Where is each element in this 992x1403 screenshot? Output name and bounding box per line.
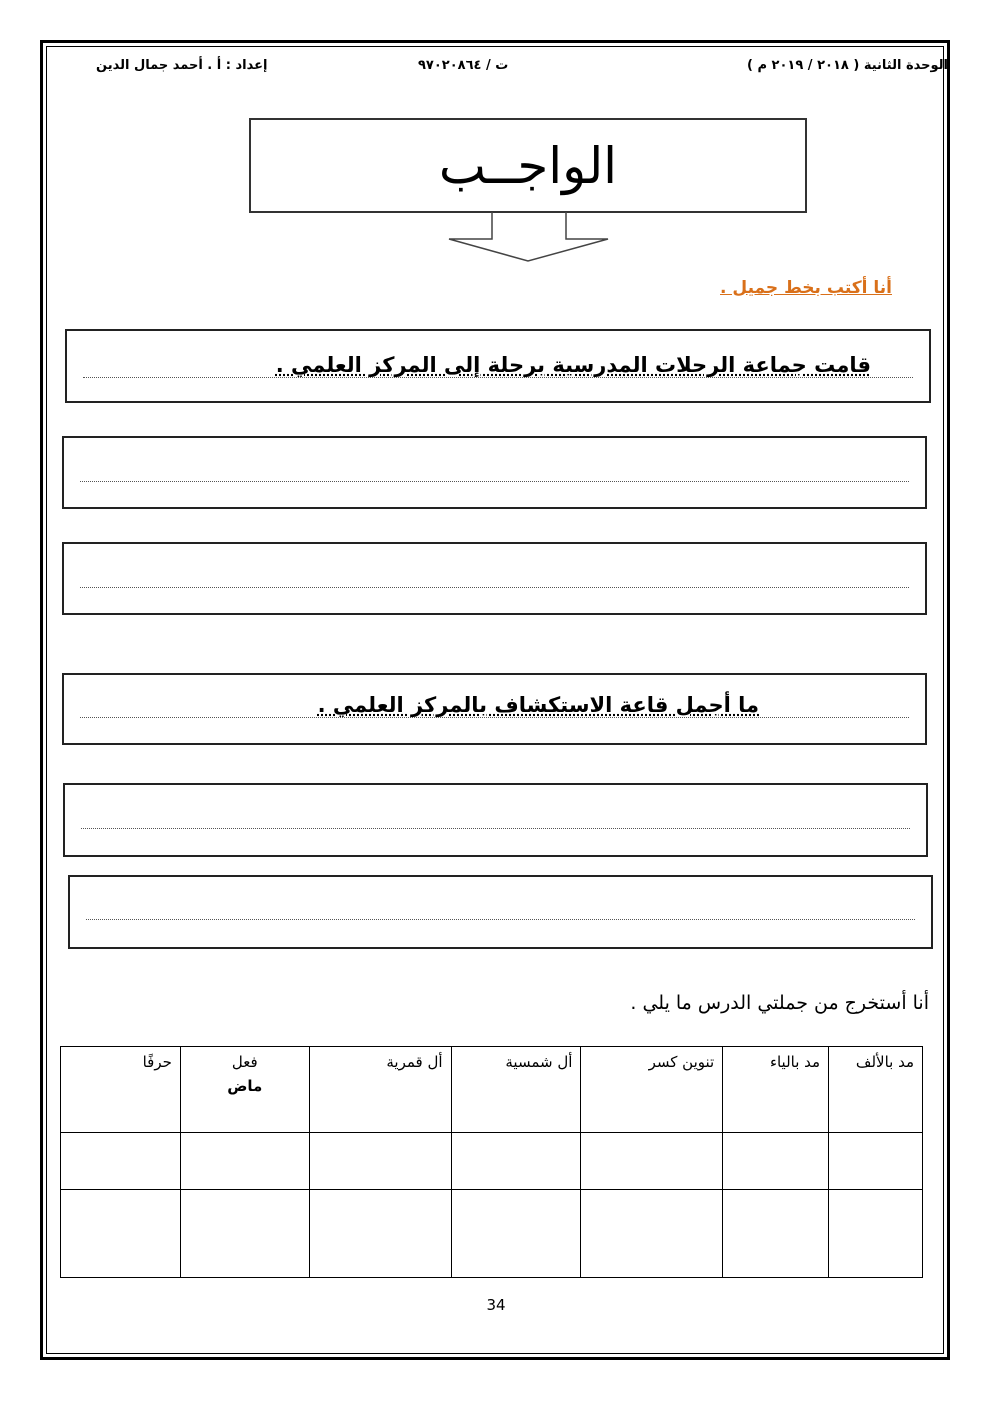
table-header-cell: أل قمرية xyxy=(309,1047,451,1133)
table-cell[interactable] xyxy=(829,1190,923,1278)
table-cell[interactable] xyxy=(180,1190,309,1278)
table-cell[interactable] xyxy=(581,1133,723,1190)
table-header-cell: مد بالألف xyxy=(829,1047,923,1133)
header-author: إعداد : أ . أحمد جمال الدين xyxy=(96,58,268,73)
table-cell[interactable] xyxy=(61,1190,181,1278)
table-header-cell: مد بالياء xyxy=(723,1047,829,1133)
model-sentence-box-1 xyxy=(65,329,931,403)
table-cell[interactable] xyxy=(581,1190,723,1278)
dotted-line xyxy=(81,828,910,829)
table-cell[interactable] xyxy=(723,1190,829,1278)
writing-box-3[interactable] xyxy=(63,783,928,857)
table-header-cell: حرفًا xyxy=(61,1047,181,1133)
table-header-sub: ماض xyxy=(227,1077,263,1095)
table-row xyxy=(61,1190,923,1278)
title-box xyxy=(249,118,807,213)
table-cell[interactable] xyxy=(451,1133,581,1190)
table-cell[interactable] xyxy=(723,1133,829,1190)
table-cell[interactable] xyxy=(451,1190,581,1278)
model-sentence-box-2 xyxy=(62,673,927,745)
table-cell[interactable] xyxy=(309,1133,451,1190)
dotted-line xyxy=(80,481,909,482)
table-cell[interactable] xyxy=(829,1133,923,1190)
table-row xyxy=(61,1133,923,1190)
writing-box-2[interactable] xyxy=(62,542,927,615)
model-sentence-1: قامت جماعة الرحلات المدرسية برحلة إلى المركز العلمي . xyxy=(275,353,871,377)
model-sentence-2: ما أجمل قاعة الاستكشاف بالمركز العلمي . xyxy=(317,693,759,717)
page-title: الواجــب xyxy=(438,136,618,195)
dotted-line xyxy=(83,377,913,378)
writing-box-1[interactable] xyxy=(62,436,927,509)
table-cell[interactable] xyxy=(61,1133,181,1190)
dotted-line xyxy=(86,919,915,920)
table-cell[interactable] xyxy=(180,1133,309,1190)
dotted-line xyxy=(80,717,909,718)
header-unit: الوحدة الثانية ( ٢٠١٨ / ٢٠١٩ م ) xyxy=(746,58,948,73)
page-number: 34 xyxy=(486,1296,506,1314)
table-header-cell: فعل ماض xyxy=(180,1047,309,1133)
table-header-cell: تنوين كسر xyxy=(581,1047,723,1133)
header-phone: ت / ٩٧٠٢٠٨٦٤ xyxy=(418,58,509,73)
table-header-cell: أل شمسية xyxy=(451,1047,581,1133)
extract-heading: أنا أستخرج من جملتي الدرس ما يلي . xyxy=(630,992,929,1014)
extraction-table xyxy=(60,1046,923,1278)
dotted-line xyxy=(80,587,909,588)
handwriting-heading: أنا أكتب بخط جميل . xyxy=(720,278,892,298)
down-arrow-icon xyxy=(448,211,610,263)
table-header-row xyxy=(61,1047,923,1133)
writing-box-4[interactable] xyxy=(68,875,933,949)
table-cell[interactable] xyxy=(309,1190,451,1278)
